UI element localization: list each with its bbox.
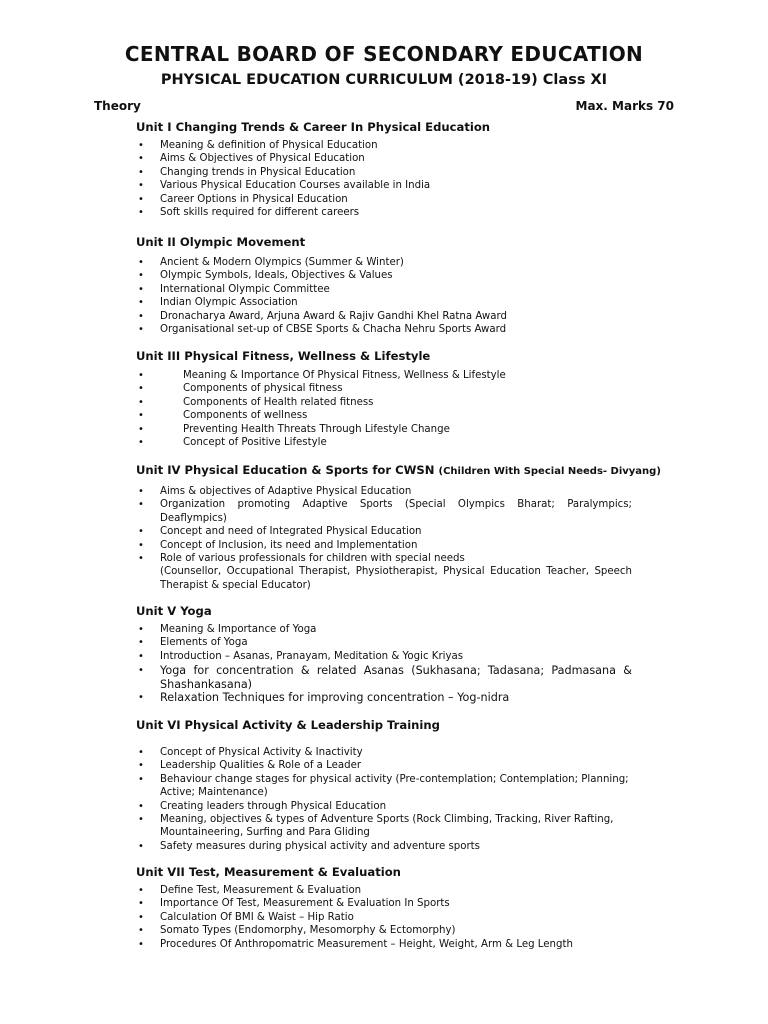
unit-5-list xyxy=(136,623,632,663)
list-item: • Components of physical fitness xyxy=(136,382,632,395)
list-item: • Meaning & Importance Of Physical Fitness, Wellness & Lifestyle xyxy=(136,369,632,382)
max-marks: Max. Marks 70 xyxy=(575,99,674,113)
list-item: • Behaviour change stages for physical activity (Pre-contemplation; Contemplation; Planning; Active; Maintenance) xyxy=(136,773,632,800)
list-item: • Career Options in Physical Education xyxy=(136,193,632,206)
list-item: • Dronacharya Award, Arjuna Award & Rajiv Gandhi Khel Ratna Award xyxy=(136,310,632,323)
list-item: • Leadership Qualities & Role of a Leader xyxy=(136,759,632,772)
list-item: • Changing trends in Physical Education xyxy=(136,166,632,179)
unit-5-list-large xyxy=(136,664,632,705)
unit-2-title: Unit II Olympic Movement xyxy=(136,235,306,249)
unit-6-title: Unit VI Physical Activity & Leadership Training xyxy=(136,718,440,732)
list-item: • Relaxation Techniques for improving concentration – Yog-nidra xyxy=(136,691,632,705)
list-item: • Concept of Positive Lifestyle xyxy=(136,436,632,449)
list-item: • Preventing Health Threats Through Lifestyle Change xyxy=(136,423,632,436)
list-item: • Procedures Of Anthropomatric Measurement – Height, Weight, Arm & Leg Length xyxy=(136,938,632,951)
list-item: • Safety measures during physical activity and adventure sports xyxy=(136,840,632,853)
list-item: • Role of various professionals for children with special needs xyxy=(136,552,632,565)
list-item: • Organization promoting Adaptive Sports (Special Olympics Bharat; Paralympics; Deaflympics) xyxy=(136,498,632,525)
unit-2-list xyxy=(136,256,632,336)
list-item: • Meaning, objectives & types of Adventure Sports (Rock Climbing, Tracking, River Rafting, Mountaineering, Surfing and Para Gliding xyxy=(136,813,632,840)
board-title: CENTRAL BOARD OF SECONDARY EDUCATION xyxy=(124,42,644,66)
unit-3-title: Unit III Physical Fitness, Wellness & Lifestyle xyxy=(136,349,431,363)
unit-4-title-note: (Children With Special Needs- Divyang) xyxy=(438,466,661,477)
list-item: • Importance Of Test, Measurement & Evaluation In Sports xyxy=(136,897,632,910)
list-item: • Aims & objectives of Adaptive Physical Education xyxy=(136,485,632,498)
unit-1-title: Unit I Changing Trends & Career In Physical Education xyxy=(136,120,491,134)
list-item: • Indian Olympic Association xyxy=(136,296,632,309)
list-item: • Yoga for concentration & related Asanas (Sukhasana; Tadasana; Padmasana & Shashankasana) xyxy=(136,664,632,691)
list-item: • Organisational set-up of CBSE Sports & Chacha Nehru Sports Award xyxy=(136,323,632,336)
list-item: • Meaning & definition of Physical Education xyxy=(136,139,632,152)
list-item: • Calculation Of BMI & Waist – Hip Ratio xyxy=(136,911,632,924)
unit-1-list xyxy=(136,139,632,219)
list-item: • Concept of Inclusion, its need and Implementation xyxy=(136,539,632,552)
unit-4-list xyxy=(136,485,632,592)
list-item: • Concept of Physical Activity & Inactivity xyxy=(136,746,632,759)
list-item-continuation: (Counsellor, Occupational Therapist, Physiotherapist, Physical Education Teacher, Speech Therapist & special Educator) xyxy=(160,566,632,591)
unit-3-list xyxy=(136,369,632,449)
list-item: • International Olympic Committee xyxy=(136,283,632,296)
unit-6-list xyxy=(136,746,632,853)
list-item: • Olympic Symbols, Ideals, Objectives & Values xyxy=(136,269,632,282)
list-item: • Define Test, Measurement & Evaluation xyxy=(136,884,632,897)
theory-label: Theory xyxy=(94,99,141,113)
list-item: • Somato Types (Endomorphy, Mesomorphy & Ectomorphy) xyxy=(136,924,632,937)
curriculum-title: PHYSICAL EDUCATION CURRICULUM (2018-19) Class XI xyxy=(160,72,608,88)
unit-4-title-main: Unit IV Physical Education & Sports for CWSN xyxy=(136,463,435,477)
list-item: • Ancient & Modern Olympics (Summer & Winter) xyxy=(136,256,632,269)
list-item: • Aims & Objectives of Physical Education xyxy=(136,152,632,165)
list-item: • Soft skills required for different careers xyxy=(136,206,632,219)
list-item: • Meaning & Importance of Yoga xyxy=(136,623,632,636)
unit-7-list xyxy=(136,884,632,951)
list-item: • Components of wellness xyxy=(136,409,632,422)
list-item: • Elements of Yoga xyxy=(136,636,632,649)
unit-5-title: Unit V Yoga xyxy=(136,604,212,618)
list-item: • Creating leaders through Physical Education xyxy=(136,800,632,813)
list-item: • Concept and need of Integrated Physical Education xyxy=(136,525,632,538)
list-item: • Components of Health related fitness xyxy=(136,396,632,409)
unit-4-title xyxy=(136,463,661,477)
list-item: • Various Physical Education Courses available in India xyxy=(136,179,632,192)
unit-7-title: Unit VII Test, Measurement & Evaluation xyxy=(136,865,401,879)
list-item: • Introduction – Asanas, Pranayam, Meditation & Yogic Kriyas xyxy=(136,650,632,663)
